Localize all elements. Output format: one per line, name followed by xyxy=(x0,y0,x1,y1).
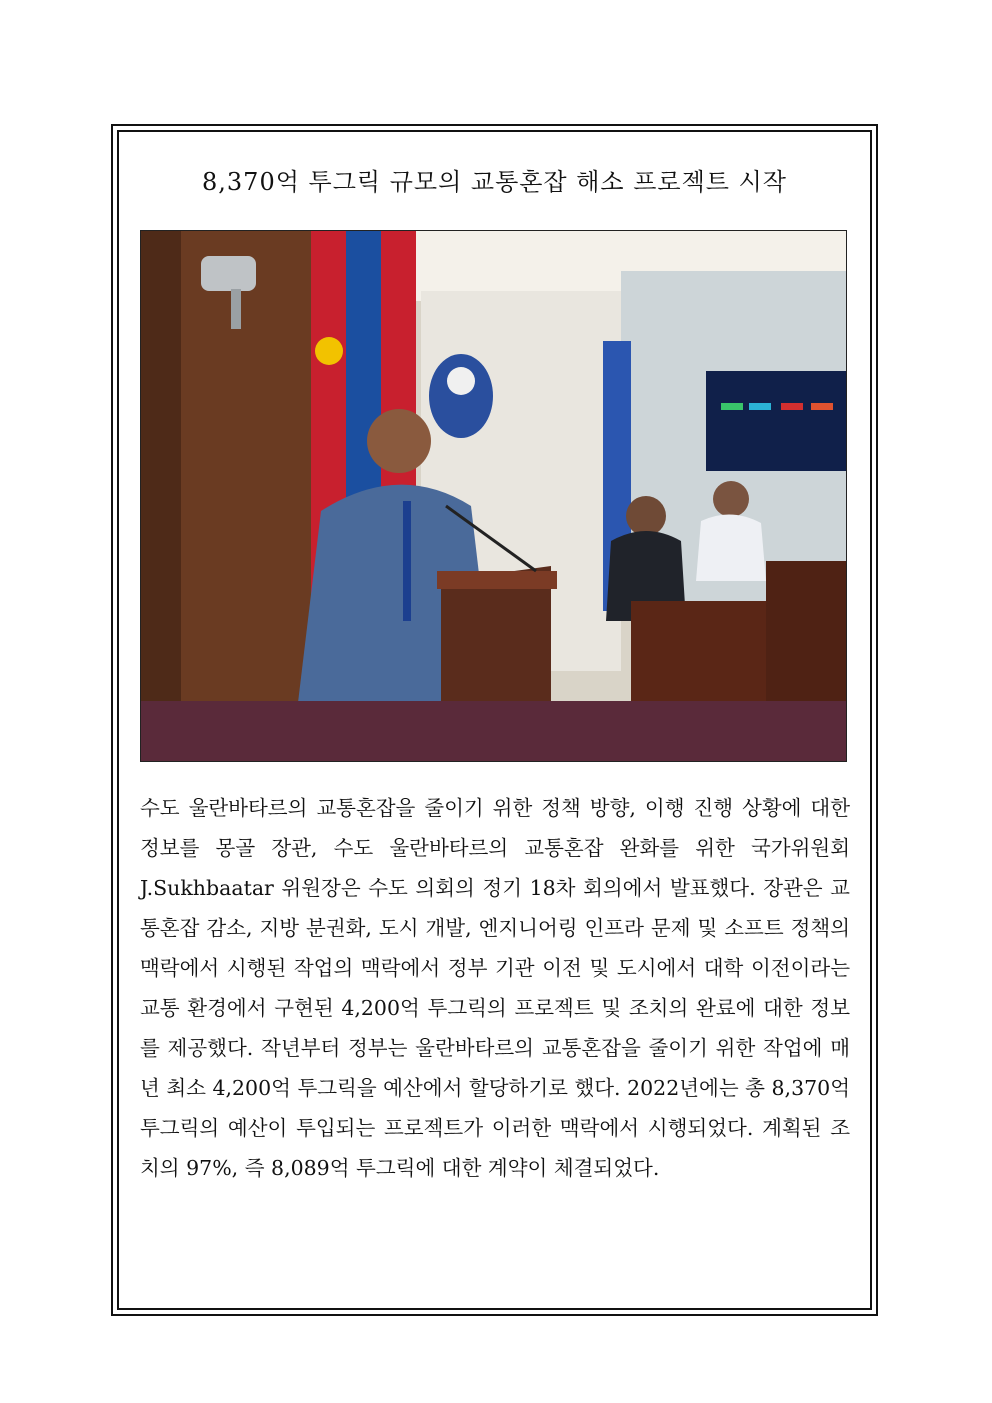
official-1-head xyxy=(626,496,666,536)
screen-box-orange xyxy=(811,403,833,410)
official-2-shirt xyxy=(696,514,766,581)
official-2-head xyxy=(713,481,749,517)
document-frame xyxy=(111,124,878,1316)
screen-box-green xyxy=(721,403,743,410)
camera xyxy=(201,256,256,291)
article-body: 수도 울란바타르의 교통혼잡을 줄이기 위한 정책 방향, 이행 진행 상황에 대한 정보를 몽골 장관, 수도 울란바타르의 교통혼잡 완화를 위한 국가위원회 J.Sukhbaatar 위원장은 수도 의회의 정기 18차 회의에서 발표했다. 장관은 교통혼잡 감소, 지방 분권화, 도시 개발, 엔지니어링 인프라 문제 및 소프트 정책의 맥락에서 시행된 작업의 맥락에서 정부 기관 이전 및 도시에서 대학 이전이라는 교통 환경에서 구현된 4,200억 투그릭의 프로젝트 및 조치의 완료에 대한 정보를 제공했다. 작년부터 정부는 울란바타르의 교통혼잡을 줄이기 위한 작업에 매년 최소 4,200억 투그릭을 예산에서 할당하기로 했다. 2022년에는 총 8,370억 투그릭의 예산이 투입되는 프로젝트가 이러한 맥락에서 시행되었다. 계획된 조치의 97%, 즉 8,089억 투그릭에 대한 계약이 체결되었다. xyxy=(140,796,850,1180)
carpet xyxy=(141,701,846,761)
photo-scene xyxy=(141,231,846,761)
podium-top xyxy=(437,571,557,589)
screen-box-cyan xyxy=(749,403,771,410)
city-emblem xyxy=(429,354,493,438)
speaker-head xyxy=(367,409,431,473)
wood-shadow xyxy=(141,231,181,761)
screen-box-red xyxy=(781,403,803,410)
city-emblem-center xyxy=(447,367,475,395)
speaker-tie xyxy=(403,501,411,621)
projection-screen xyxy=(706,371,846,471)
desk-2 xyxy=(766,561,846,711)
article-title: 8,370억 투그릭 규모의 교통혼잡 해소 프로젝트 시작 xyxy=(202,168,787,196)
camera-mount xyxy=(231,289,241,329)
soyombo-emblem xyxy=(315,337,343,365)
article-photo xyxy=(140,230,847,762)
